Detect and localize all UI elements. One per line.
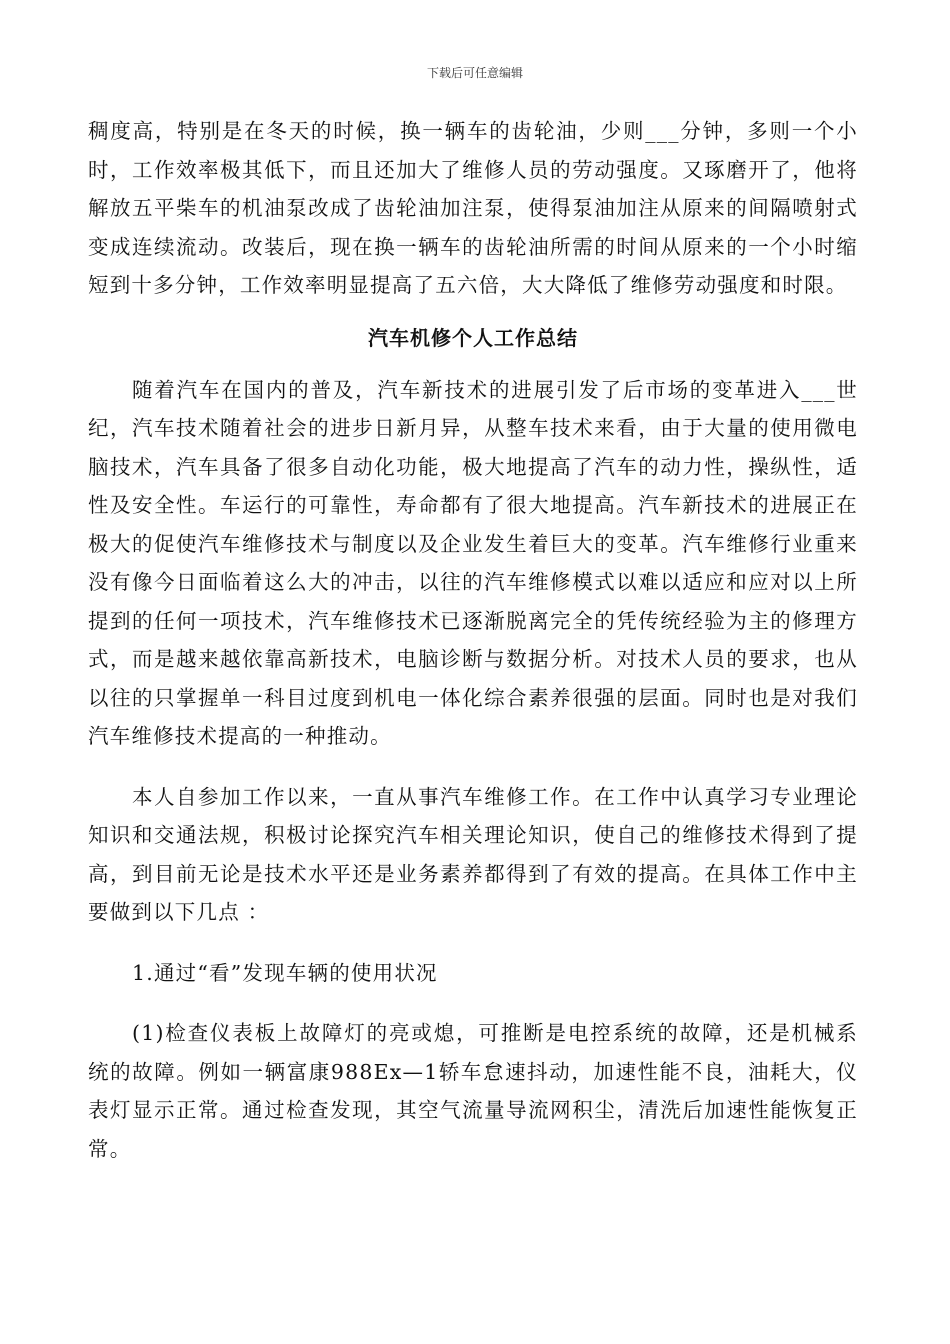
paragraph-continued: 稠度高，特别是在冬天的时候，换一辆车的齿轮油，少则___分钟，多则一个小时，工作效率极其低下，而且还加大了维修人员的劳动强度。又琢磨开了，他将解放五平柴车的机油泵改成了齿轮油加注泵，使得泵油加注从原来的间隔喷射式变成连续流动。改装后，现在换一辆车的齿轮油所需的时间从原来的一个小时缩短到十多分钟，工作效率明显提高了五六倍，大大降低了维修劳动强度和时限。: [88, 119, 858, 297]
section-title: 汽车机修个人工作总结: [368, 325, 578, 350]
list-item-1: (1)检查仪表板上故障灯的亮或熄，可推断是电控系统的故障，还是机械系统的故障。例如一辆富康988Ex—1轿车怠速抖动，加速性能不良，油耗大，仪表灯显示正常。通过检查发现，其空气流量导流网积尘，清洗后加速性能恢复正常。: [88, 1021, 858, 1161]
list-heading-1: 1.通过“看”发现车辆的使用状况: [132, 960, 438, 985]
paragraph-work: 本人自参加工作以来，一直从事汽车维修工作。在工作中认真学习专业理论知识和交通法规，积极讨论探究汽车相关理论知识，使自己的维修技术得到了提高，到目前无论是技术水平还是业务素养都得到了有效的提高。在具体工作中主要做到以下几点 ：: [88, 784, 858, 924]
paragraph-intro: 随着汽车在国内的普及，汽车新技术的进展引发了后市场的变革进入___世纪，汽车技术随着社会的进步日新月异，从整车技术来看，由于大量的使用微电脑技术，汽车具备了很多自动化功能，极大地提高了汽车的动力性，操纵性，适性及安全性。车运行的可靠性，寿命都有了很大地提高。汽车新技术的进展正在极大的促使汽车维修技术与制度以及企业发生着巨大的变革。汽车维修行业重来没有像今日面临着这么大的冲击，以往的汽车维修模式以难以适应和应对以上所提到的任何一项技术，汽车维修技术已逐渐脱离完全的凭传统经验为主的修理方式，而是越来越依靠高新技术，电脑诊断与数据分析。对技术人员的要求，也从以往的只掌握单一科目过度到机电一体化综合素养很强的层面。同时也是对我们汽车维修技术提高的一种推动。: [88, 377, 858, 748]
page-header: 下载后可任意编辑: [426, 66, 523, 80]
document-body: [88, 112, 858, 1168]
